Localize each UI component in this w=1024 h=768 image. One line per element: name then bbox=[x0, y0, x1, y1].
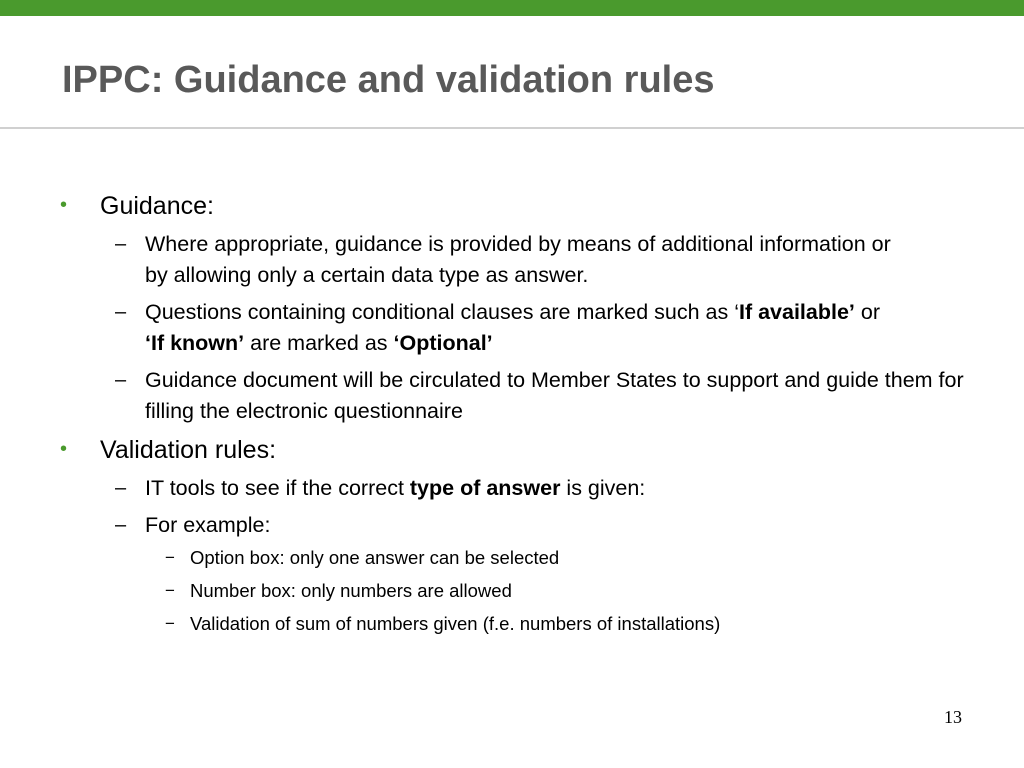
list-item-guidance-3 bbox=[145, 365, 965, 427]
sub-dash-marker: − bbox=[165, 614, 175, 633]
item-text: Guidance document will be circulated to Member States to support and guide them for filling the electronic questionnaire bbox=[145, 368, 964, 423]
sub-list-item-1: Option box: only one answer can be selected bbox=[190, 547, 560, 568]
sub-list-item-3: Validation of sum of numbers given (f.e. numbers of installations) bbox=[190, 613, 721, 634]
dash-marker: – bbox=[115, 369, 127, 391]
sub-dash-marker: − bbox=[165, 581, 175, 600]
list-item-validation-1 bbox=[145, 473, 965, 504]
item-bold-text: type of answer bbox=[409, 476, 561, 500]
list-item-guidance-1 bbox=[145, 229, 905, 291]
item-bold-text: ‘Optional’ bbox=[393, 331, 493, 355]
item-text: Where appropriate, guidance is provided by means of additional information or by allowing only a certain data type as answer. bbox=[145, 232, 891, 287]
page-number: 13 bbox=[944, 707, 962, 727]
dash-marker: – bbox=[115, 514, 127, 536]
sub-dash-marker: − bbox=[165, 548, 175, 567]
dash-marker: – bbox=[115, 233, 127, 255]
list-item-validation-2 bbox=[145, 510, 965, 541]
item-bold-text: If available’ bbox=[738, 300, 855, 324]
dash-marker: – bbox=[115, 477, 127, 499]
slide-title: IPPC: Guidance and validation rules bbox=[62, 59, 715, 101]
item-text: are marked as bbox=[244, 331, 394, 355]
bullet-marker: • bbox=[60, 438, 68, 460]
dash-marker: – bbox=[115, 301, 127, 323]
section-heading-guidance: Guidance: bbox=[100, 192, 214, 220]
list-item-guidance-2 bbox=[145, 297, 905, 359]
bullet-marker: • bbox=[60, 194, 68, 216]
item-text: or bbox=[854, 300, 880, 324]
sub-list-item-2: Number box: only numbers are allowed bbox=[190, 580, 512, 601]
item-text: For example: bbox=[145, 513, 271, 537]
item-text: IT tools to see if the correct bbox=[145, 476, 410, 500]
item-text: Questions containing conditional clauses are marked such as ‘ bbox=[145, 300, 739, 324]
item-text: is given: bbox=[560, 476, 646, 500]
section-heading-validation: Validation rules: bbox=[100, 436, 277, 464]
item-bold-text: ‘If known’ bbox=[145, 331, 245, 355]
